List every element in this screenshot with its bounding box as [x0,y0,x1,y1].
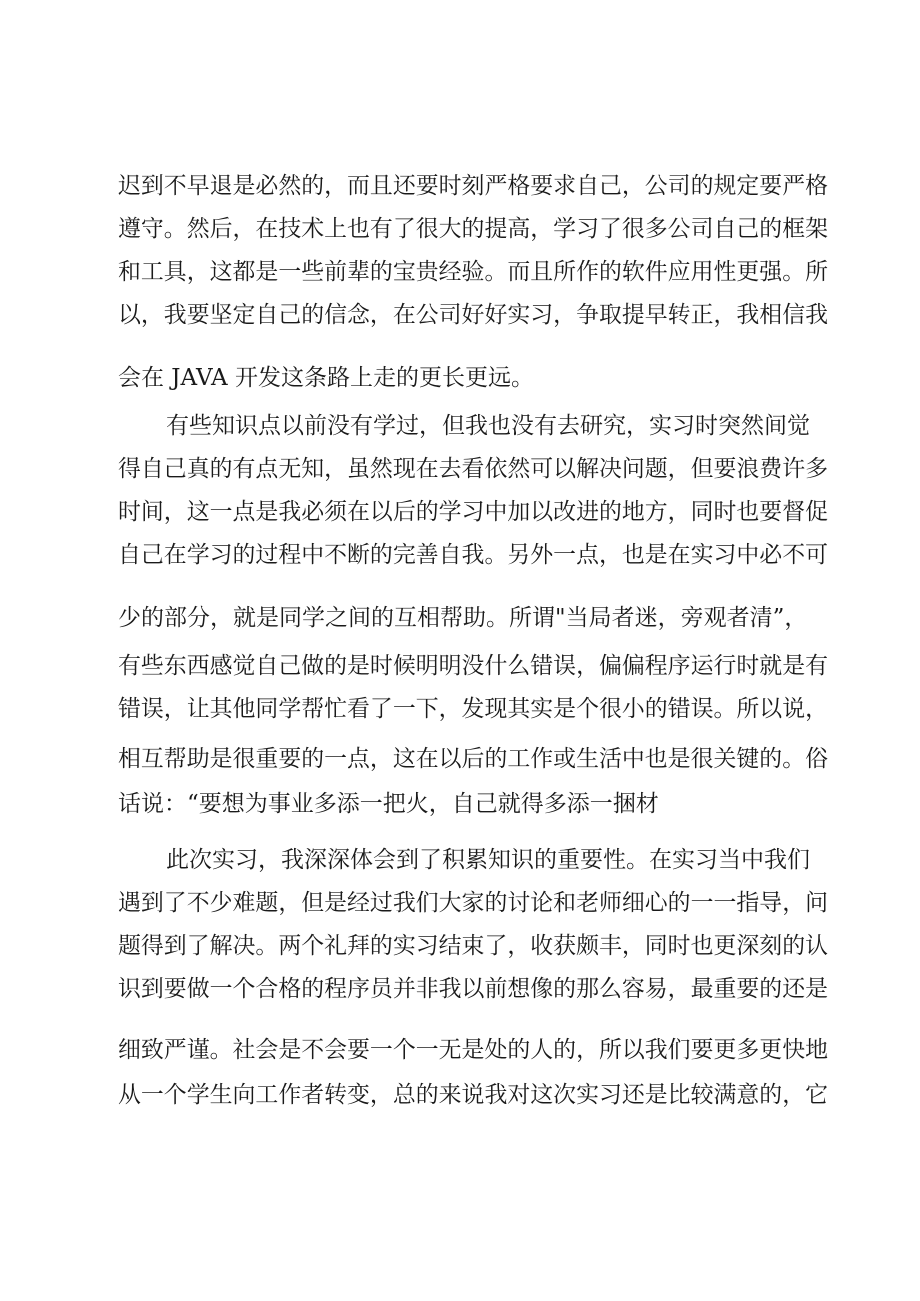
paragraph-2-line-9: 话说：“要想为事业多添一把火，自己就得多添一捆材 [118,791,659,817]
paragraph-3-line-5: 细致严谨。社会是不会要一个一无是处的人的，所以我们要更多更快地 [118,1037,829,1063]
paragraph-3-line-2: 遇到了不少难题，但是经过我们大家的讨论和老师细心的一一指导，问 [118,890,829,916]
paragraph-2-line-2: 得自己真的有点无知，虽然现在去看依然可以解决问题，但要浪费许多 [118,456,829,482]
paragraph-2-line-7: 错误，让其他同学帮忙看了一下，发现其实是个很小的错误。所以说， [118,696,829,722]
paragraph-2-line-5: 少的部分，就是同学之间的互相帮助。所谓"当局者迷，旁观者清”， [118,605,808,631]
paragraph-2-line-3: 时间，这一点是我必须在以后的学习中加以改进的地方，同时也要督促 [118,499,829,525]
paragraph-2-line-4: 自己在学习的过程中不断的完善自我。另外一点，也是在实习中必不可 [118,542,829,568]
paragraph-2-line-6: 有些东西感觉自己做的是时候明明没什么错误，偏偏程序运行时就是有 [118,653,829,679]
paragraph-2-line-1: 有些知识点以前没有学过，但我也没有去研究，实习时突然间觉 [166,413,810,439]
paragraph-2-line-8: 相互帮助是很重要的一点，这在以后的工作或生活中也是很关键的。俗 [118,746,829,772]
paragraph-3-line-1: 此次实习，我深深体会到了积累知识的重要性。在实习当中我们 [166,847,810,873]
paragraph-1-line-4: 以，我要坚定自己的信念，在公司好好实习，争取提早转正，我相信我 [118,302,829,328]
paragraph-1-line-5: 会在 JAVA 开发这条路上走的更长更远。 [118,365,534,391]
paragraph-1-line-2: 遵守。然后，在技术上也有了很大的提高，学习了很多公司自己的框架 [118,216,829,242]
paragraph-3-line-4: 识到要做一个合格的程序员并非我以前想像的那么容易，最重要的还是 [118,976,829,1002]
paragraph-1-line-1: 迟到不早退是必然的，而且还要时刻严格要求自己，公司的规定要严格 [118,173,829,199]
paragraph-3-line-6: 从一个学生向工作者转变，总的来说我对这次实习还是比较满意的，它 [118,1082,829,1108]
paragraph-3-line-3: 题得到了解决。两个礼拜的实习结束了，收获颇丰，同时也更深刻的认 [118,933,829,959]
paragraph-1-line-3: 和工具，这都是一些前辈的宝贵经验。而且所作的软件应用性更强。所 [118,259,829,285]
